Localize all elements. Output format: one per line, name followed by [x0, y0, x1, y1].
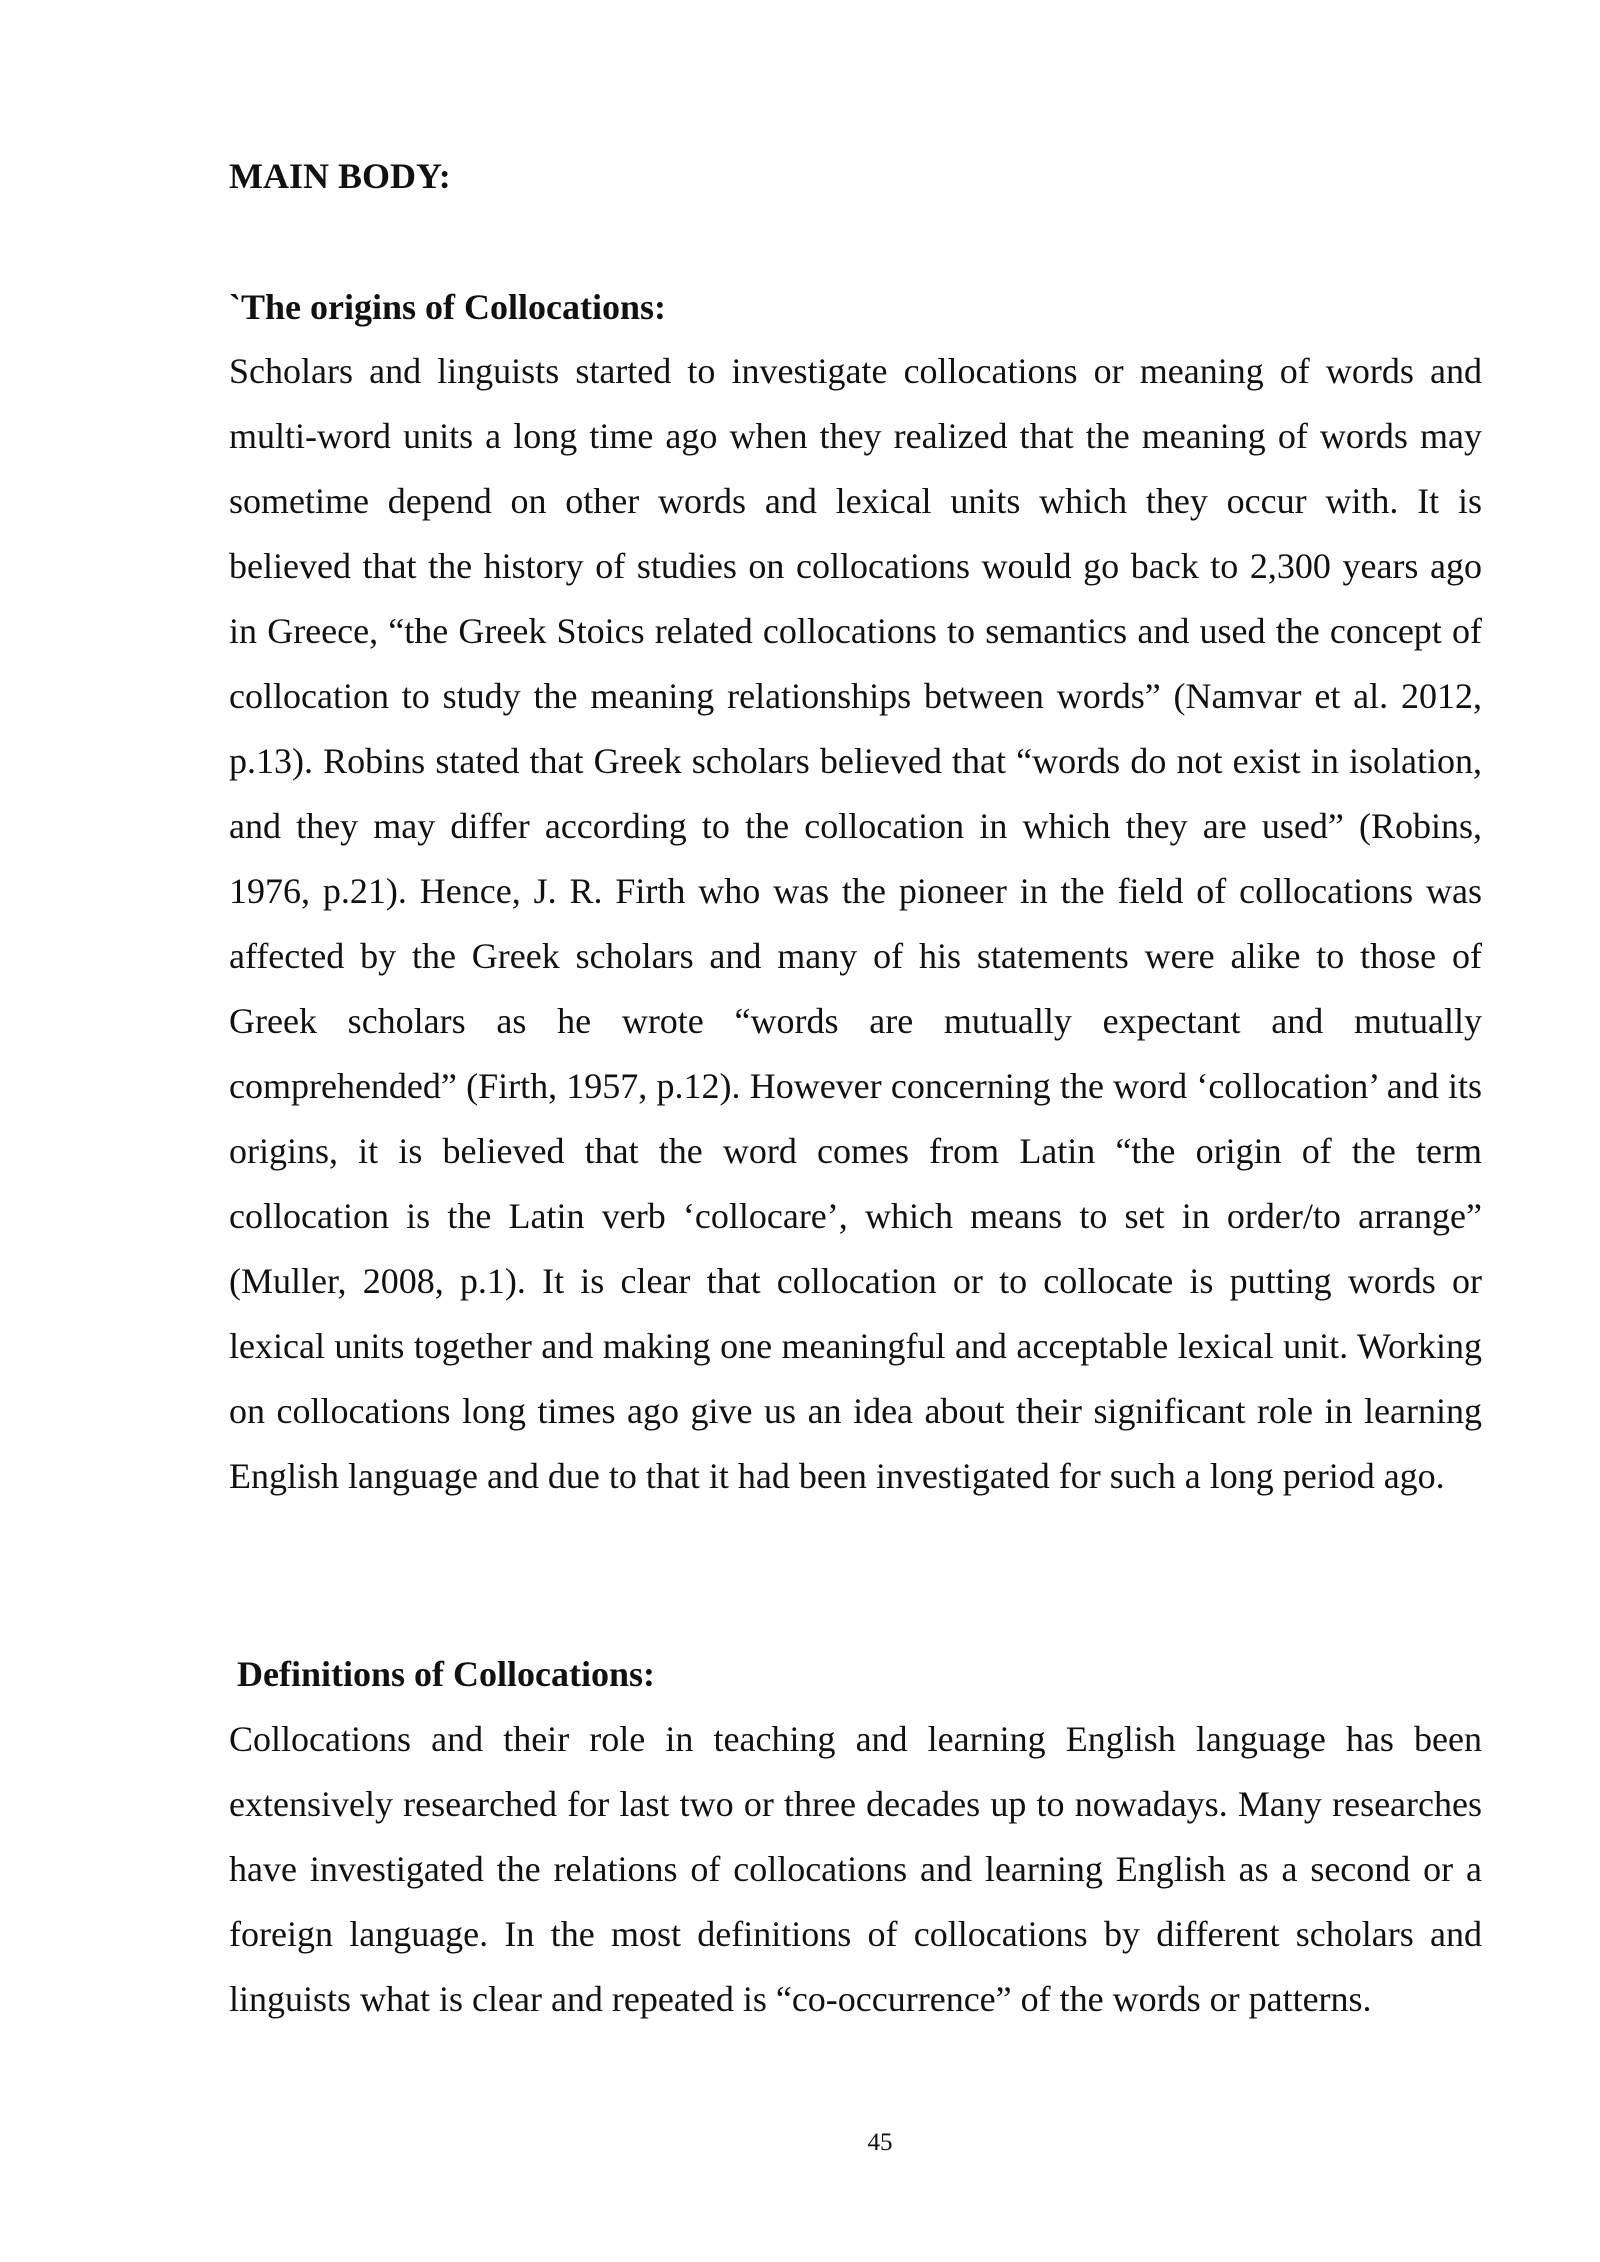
section-heading-definitions: Definitions of Collocations: [237, 1654, 655, 1694]
section-body-definitions: Collocations and their role in teaching and learning English language has been extensively researched for last two or three decades up to nowadays. Many researches have investigated the relations of collocations and learning English as a second or a foreign language. In the most definitions of collocations by different scholars and linguists what is clear and repeated is “co-occurrence” of the words or patterns. [229, 1719, 1482, 2019]
page-number: 45 [867, 2129, 893, 2156]
main-heading: MAIN BODY: [229, 156, 451, 196]
section-body-origins: Scholars and linguists started to investigate collocations or meaning of words and multi-word units a long time ago when they realized that the meaning of words may sometime depend on other words and lexical units which they occur with. It is believed that the history of studies on collocations would go back to 2,300 years ago in Greece, “the Greek Stoics related collocations to semantics and used the concept of collocation to study the meaning relationships between words” (Namvar et al. 2012, p.13). Robins stated that Greek scholars believed that “words do not exist in isolation, and they may differ according to the collocation in which they are used” (Robins, 1976, p.21). Hence, J. R. Firth who was the pioneer in the field of collocations was affected by the Greek scholars and many of his statements were alike to those of Greek scholars as he wrote “words are mutually expectant and mutually comprehended” (Firth, 1957, p.12). However concerning the word ‘collocation’ and its origins, it is believed that the word comes from Latin “the origin of the term collocation is the Latin verb ‘collocare’, which means to set in order/to arrange” (Muller, 2008, p.1). It is clear that collocation or to collocate is putting words or lexical units together and making one meaningful and acceptable lexical unit. Working on collocations long times ago give us an idea about their significant role in learning English language and due to that it had been investigated for such a long period ago. [229, 351, 1482, 1496]
section-heading-origins: `The origins of Collocations: [229, 287, 666, 327]
